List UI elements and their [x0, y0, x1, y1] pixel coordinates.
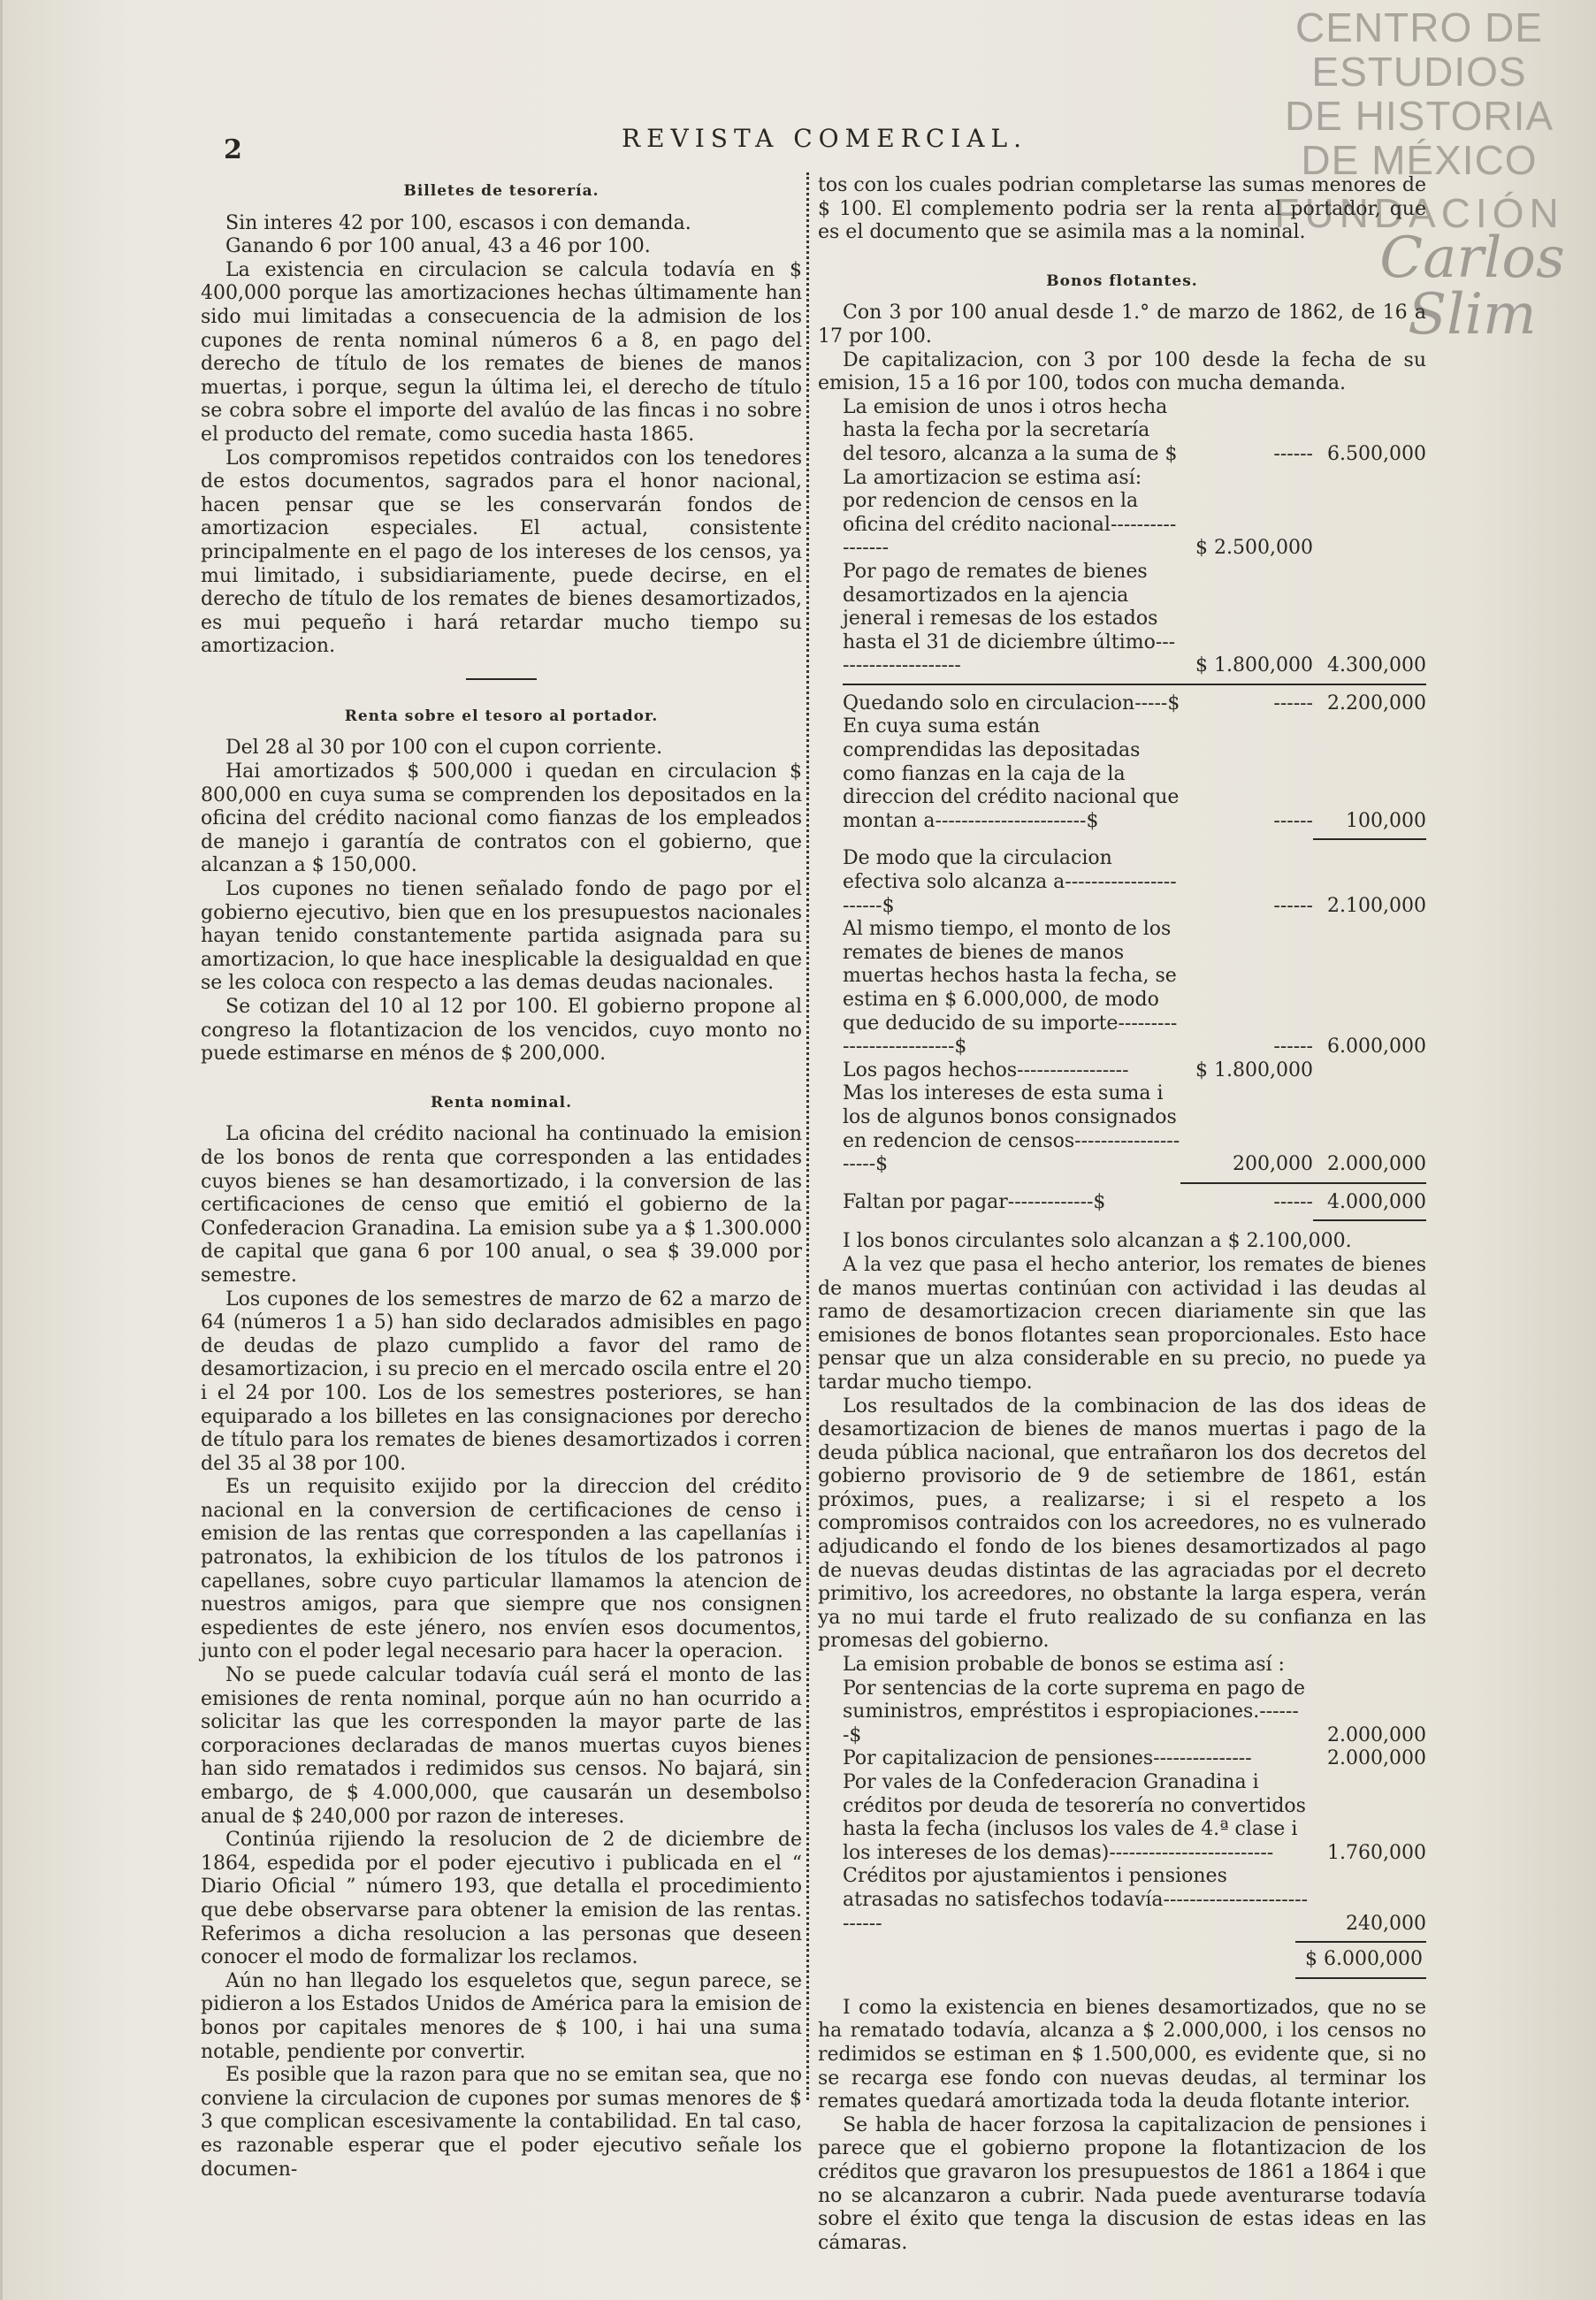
ledger-amount: ------ [1273, 894, 1313, 917]
spacer [818, 245, 1426, 264]
ledger-amount: ------ [1273, 442, 1313, 465]
ledger-text: Faltan por pagar-------------$ [843, 1190, 1106, 1213]
ledger-total: 4.300,000 [1327, 654, 1426, 677]
paragraph: Los cupones de los semestres de marzo de 62 a marzo de 64 (números 1 a 5) han sido declarados admisibles en pago de deudas de plazo cumplido a favor del ramo de desamortizacion, i su precio en el mercado oscila entre el 20 i el 24 por 100. Los de los semestres posteriores, se han equiparado a los billetes en las consignaciones por derecho de título para los remates de bienes desamortizados i corren del 35 al 38 por 100. [201, 1288, 802, 1475]
ledger-row [818, 1082, 1426, 1176]
paragraph: La emision probable de bonos se estima así : [843, 1654, 1285, 1677]
section-heading: Billetes de tesorería. [403, 182, 599, 200]
paragraph: Del 28 al 30 por 100 con el cupon corriente. [225, 737, 663, 760]
paragraph: Continúa rijiendo la resolucion de 2 de diciembre de 1864, espedida por el poder ejecutivo i publicada en el “ Diario Oficial ” número 193, que detalla el procedimiento que debe observarse para obtener la emision de las rentas. Referimos a dicha resolucion a las personas que deseen conocer el modo de formalizar los reclamos. [201, 1829, 802, 1969]
estimate-rule [1295, 1941, 1426, 1943]
watermark-line: ESTUDIOS [1311, 49, 1527, 95]
ledger-total: 6.500,000 [1327, 442, 1426, 465]
paragraph: Se habla de hacer forzosa la capitalizacion de pensiones i parece que el gobierno propone la flotantizacion de los créditos que gravaron los presupuestos de 1861 a 1864 i que no se alcanzaron a cubrir. Nada puede aventurarse todavía sobre el éxito que tenga la discusion de estas ideas en las cámaras. [818, 2113, 1426, 2254]
ledger-row [818, 561, 1426, 678]
ledger-text: Quedando solo en circulacion-----$ [843, 692, 1180, 714]
ledger-text: De modo que la circulacion efectiva solo alcanza a-----------------------$ [843, 847, 1177, 917]
section-rule [466, 678, 537, 680]
paragraph: Los cupones no tienen señalado fondo de pago por el gobierno ejecutivo, bien que en los presupuestos nacionales hayan tenido constantemente partida asignada para su amortizacion, lo que hace inesplicable la desigualdad en que se les coloca con respecto a las demas deudas nacionales. [201, 878, 802, 995]
left-column [201, 174, 802, 2182]
watermark-signature: Carlos Slim [1379, 225, 1565, 348]
estimate-amount: 2.000,000 [1327, 1747, 1426, 1770]
estimate-total: $ 6.000,000 [1305, 1948, 1423, 1971]
section-heading: Renta nominal. [431, 1093, 572, 1112]
ledger-row [818, 1191, 1426, 1215]
estimate-text: Por vales de la Confederacion Granadina i créditos por deuda de tesorería no convertidos hasta la fecha (inclusos los vales de 4.ª clase i los intereses de los demas)------------------------- [843, 1771, 1306, 1864]
ledger-row [818, 715, 1426, 833]
ledger-text: La emision de unos i otros hecha hasta la fecha por la secretaría del tesoro, alcanza a la suma de $ [843, 395, 1178, 465]
paragraph: La existencia en circulacion se calcula todavía en $ 400,000 porque las amortizaciones hechas últimamente han sido mui limitadas a consecuencia de la admision de los cupones de renta nominal números 6 a 8, en pago del derecho de título de los remates de bienes de manos muertas, i porque, segun la última lei, el derecho de título se cobra sobre el importe del avalúo de las fincas i no sobre el producto del remate, como sucedia hasta 1865. [201, 258, 802, 446]
estimate-amount: 1.760,000 [1327, 1841, 1426, 1864]
ledger-text: En cuya suma están comprendidas las depositadas como fianzas en la caja de la direccion del crédito nacional que montan a-----------------------$ [843, 715, 1180, 832]
section-heading: Bonos flotantes. [1046, 271, 1198, 290]
ledger-row [818, 692, 1426, 716]
paragraph: La oficina del crédito nacional ha continuado la emision de los bonos de renta que corresponden a las entidades cuyos bienes se han desamortizado, i la conversion de las certificaciones de censo que emitió el gobierno de la Confederacion Granadina. La emision sube ya a $ 1.300.000 de capital que gana 6 por 100 anual, o sea $ 39.000 por semestre. [201, 1123, 802, 1287]
watermark-line: FUNDACIÓN [1274, 190, 1564, 236]
paragraph: Se cotizan del 10 al 12 por 100. El gobierno propone al congreso la flotantizacion de los vencidos, cuyo monto no puede estimarse en ménos de $ 200,000. [201, 996, 802, 1066]
ledger-row [818, 1059, 1426, 1083]
estimate-rule [1295, 1977, 1426, 1979]
ledger-rule [1313, 1219, 1426, 1221]
estimate-text: Créditos por ajustamientos i pensiones atrasadas no satisfechos todavía---------------------------- [843, 1865, 1309, 1935]
ledger-amount: ------ [1273, 809, 1313, 832]
estimate-text: Por capitalizacion de pensiones--------------- [843, 1747, 1252, 1770]
ledger-row [818, 918, 1426, 1059]
paragraph: Los compromisos repetidos contraidos con los tenedores de estos documentos, sagrados para el honor nacional, hacen pensar que se les conservarán fondos de amortizacion especiales. El actual, consistente principalmente en el pago de los intereses de los censos, ya mui limitado, i subsidiariamente, puede decirse, en el derecho de título de los remates de bienes desamortizados, es mui pequeño i hará retardar mucho tiempo su amortizacion. [201, 447, 802, 658]
paragraph: Hai amortizados $ 500,000 i quedan en circulacion $ 800,000 en cuya suma se comprenden los depositados en la oficina del crédito nacional como fianzas de los empleados de manejo i garantía de contratos con el gobierno, que alcanzan a $ 150,000. [201, 760, 802, 877]
estimate-amount: 2.000,000 [1327, 1723, 1426, 1746]
estimate-row [818, 1771, 1426, 1865]
watermark-line: DE MÉXICO [1301, 137, 1538, 183]
paragraph: tos con los cuales podrian completarse las sumas menores de $ 100. El complemento podria ser la renta al portador, que es el documento que se asimila mas a la nominal. [818, 174, 1426, 244]
estimate-amount: 240,000 [1346, 1912, 1426, 1935]
ledger-row [818, 396, 1426, 467]
paragraph: Es posible que la razon para que no se emitan sea, que no conviene la circulacion de cupones por sumas menores de $ 3 que complican escesivamente la contabilidad. En tal caso, es razonable esperar que el poder ejecutivo señale los documen- [201, 2064, 802, 2181]
ledger-total: 2.200,000 [1327, 692, 1426, 714]
ledger-rule [1313, 838, 1426, 840]
ledger-amount: ------ [1273, 692, 1313, 714]
watermark-line: CENTRO DE [1295, 4, 1543, 50]
column-divider [806, 172, 809, 2100]
running-title: REVISTA COMERCIAL. [622, 124, 1028, 153]
ledger-text: Los pagos hechos----------------- [843, 1058, 1129, 1081]
ledger-rule [1180, 1182, 1426, 1184]
paragraph: Ganando 6 por 100 anual, 43 a 46 por 100. [225, 235, 651, 258]
ledger-amount: $ 2.500,000 [1195, 537, 1313, 560]
ledger-amount: 200,000 [1233, 1153, 1313, 1176]
ledger-amount: ------ [1273, 1190, 1313, 1213]
ledger-rule [843, 684, 1426, 685]
paragraph: No se puede calcular todavía cuál será el monto de las emisiones de renta nominal, porque aún no han ocurrido a solicitar las que les corresponden la mayor parte de las corporaciones declaradas de manos muertas cuyos bienes han sido rematados i redimidos sus censos. No bajará, sin embargo, de $ 4.000,000, que causarán un desembolso anual de $ 240,000 por razon de intereses. [201, 1664, 802, 1828]
estimate-text: Por sentencias de la corte suprema en pago de suministros, empréstitos i espropiaciones.-------$ [843, 1677, 1305, 1746]
ledger-text: Mas los intereses de esta suma i los de algunos bonos consignados en redencion de censos---------------------$ [843, 1082, 1180, 1176]
ledger-total: 6.000,000 [1327, 1035, 1426, 1058]
paragraph: Aún no han llegado los esqueletos que, segun parece, se pidieron a los Estados Unidos de América para la emision de bonos por capitales menores de $ 100, i hai una suma notable, pendiente por convertir. [201, 1969, 802, 2063]
paragraph: A la vez que pasa el hecho anterior, los remates de bienes de manos muertas continúan con actividad i las deudas al ramo de desamortizacion crecen diariamente sin que las emisiones de bonos flotantes sean proporcionales. Esto hace pensar que un alza considerable en su precio, no puede ya tardar mucho tiempo. [818, 1253, 1426, 1394]
ledger-total: 2.100,000 [1327, 894, 1426, 917]
ledger-amount: $ 1.800,000 [1195, 1058, 1313, 1081]
page-number: 2 [224, 134, 242, 165]
ledger-amount: ------ [1273, 1035, 1313, 1058]
ledger-total: 2.000,000 [1327, 1153, 1426, 1176]
paragraph: De capitalizacion, con 3 por 100 desde la fecha de su emision, 15 a 16 por 100, todos con mucha demanda. [818, 348, 1426, 395]
section-heading: Renta sobre el tesoro al portador. [344, 707, 659, 725]
estimate-row [818, 1677, 1426, 1748]
estimate-row [818, 1747, 1426, 1771]
estimate-row [818, 1865, 1426, 1936]
paragraph: Es un requisito exijido por la direccion del crédito nacional en la conversion de certificaciones de censo i emision de las rentas que corresponden a las capellanías i patronatos, la exhibicion de los títulos de los patronos i capellanes, sobre cuyo particular llamamos la atencion de nuestros amigos, para que siempre que nos consignen espedientes de este jénero, nos envíen esos documentos, junto con el poder legal necesario para hacer la operacion. [201, 1476, 802, 1663]
ledger-total: 4.000,000 [1327, 1190, 1426, 1213]
ledger-text: Por pago de remates de bienes desamortizados en la ajencia jeneral i remesas de los estados hasta el 31 de diciembre último--------------------- [843, 560, 1176, 677]
ledger-row [818, 467, 1426, 561]
ledger-text: La amortizacion se estima así: por redencion de censos en la oficina del crédito nacional----------------- [843, 466, 1177, 560]
spacer [201, 1066, 802, 1086]
watermark-line: DE HISTORIA [1284, 93, 1554, 139]
paragraph: Sin interes 42 por 100, escasos i con demanda. [225, 211, 691, 234]
paragraph: I como la existencia en bienes desamortizados, que no se ha rematado todavía, alcanza a $ 2.000,000, i los censos no redimidos se estiman en $ 1.500,000, es evidente que, si no se recarga ese fondo con nuevas deudas, al terminar los remates quedará amortizada toda la deuda flotante interior. [818, 1996, 1426, 2113]
ledger-total: 100,000 [1346, 809, 1426, 832]
ledger-text: Al mismo tiempo, el monto de los remates de bienes de manos muertas hechos hasta la fecha, se estima en $ 6.000,000, de modo que deducido de su importe--------------------------$ [843, 918, 1178, 1058]
ledger-amount: $ 1.800,000 [1195, 654, 1313, 677]
paragraph: I los bonos circulantes solo alcanzan a $ 2.100,000. [843, 1230, 1352, 1253]
paragraph: Con 3 por 100 anual desde 1.° de marzo de 1862, de 16 a 17 por 100. [818, 302, 1426, 348]
right-column [818, 174, 1426, 2255]
ledger-row [818, 847, 1426, 918]
paragraph: Los resultados de la combinacion de las dos ideas de desamortizacion de bienes de manos muertas i pago de la deuda pública nacional, que entrañaron los dos decretos del gobierno provisorio de 9 de setiembre de 1861, están próximos, pues, a realizarse; i si el respeto a los compromisos contraidos con los acreedores, no es vulnerado adjudicando el fondo de los bienes desamortizados al pago de nuevas deudas distintas de las agraciadas por el decreto primitivo, los acreedores, no obstante la larga espera, verán ya no mui tarde el fruto realizado de su confianza en las promesas del gobierno. [818, 1395, 1426, 1653]
